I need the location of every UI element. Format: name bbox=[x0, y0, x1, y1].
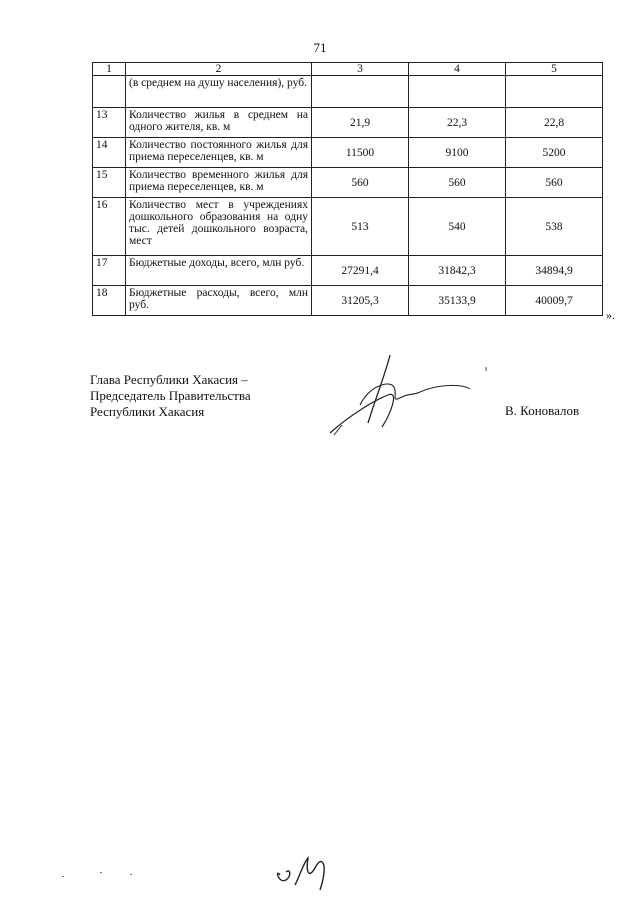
row-value bbox=[312, 76, 409, 108]
table-row bbox=[93, 286, 603, 316]
row-value: 34894,9 bbox=[506, 256, 603, 286]
row-value: 35133,9 bbox=[409, 286, 506, 316]
row-label: Количество жилья в среднем на одного жителя, кв. м bbox=[126, 108, 312, 138]
row-number: 13 bbox=[93, 108, 126, 138]
row-number: 15 bbox=[93, 168, 126, 198]
table-row bbox=[93, 256, 603, 286]
row-value: 560 bbox=[506, 168, 603, 198]
header-cell: 4 bbox=[409, 63, 506, 76]
row-value: 538 bbox=[506, 198, 603, 256]
handwritten-initials bbox=[270, 850, 340, 895]
row-value bbox=[409, 76, 506, 108]
row-value: 40009,7 bbox=[506, 286, 603, 316]
row-value: 22,8 bbox=[506, 108, 603, 138]
row-value: 9100 bbox=[409, 138, 506, 168]
header-cell: 2 bbox=[126, 63, 312, 76]
signature-title bbox=[90, 372, 251, 420]
table-row bbox=[93, 108, 603, 138]
page-number: 71 bbox=[313, 40, 327, 55]
header-cell: 3 bbox=[312, 63, 409, 76]
row-value: 22,3 bbox=[409, 108, 506, 138]
row-number: 17 bbox=[93, 256, 126, 286]
indicators-table bbox=[92, 62, 603, 316]
row-label: Бюджетные доходы, всего, млн руб. bbox=[126, 256, 312, 286]
signature-title-line: Председатель Правительства bbox=[90, 388, 251, 403]
row-value: 560 bbox=[312, 168, 409, 198]
table-row bbox=[93, 198, 603, 256]
row-label: (в среднем на душу населения), руб. bbox=[126, 76, 312, 108]
handwritten-signature bbox=[320, 345, 490, 445]
row-value bbox=[506, 76, 603, 108]
signature-title-line: Республики Хакасия bbox=[90, 404, 205, 419]
row-label: Количество временного жилья для приема переселенцев, кв. м bbox=[126, 168, 312, 198]
row-value: 513 bbox=[312, 198, 409, 256]
row-value: 540 bbox=[409, 198, 506, 256]
table-row bbox=[93, 138, 603, 168]
row-number: 18 bbox=[93, 286, 126, 316]
signer-name: В. Коновалов bbox=[505, 403, 580, 418]
table-header-row bbox=[93, 63, 603, 76]
row-number bbox=[93, 76, 126, 108]
row-label: Количество мест в учреждениях дошкольного образования на одну тыс. детей дошкольного возраста, мест bbox=[126, 198, 312, 256]
row-number: 16 bbox=[93, 198, 126, 256]
row-label: Бюджетные расходы, всего, млн руб. bbox=[126, 286, 312, 316]
header-cell: 5 bbox=[506, 63, 603, 76]
scan-speck bbox=[130, 874, 132, 875]
table-row bbox=[93, 76, 603, 108]
row-label: Количество постоянного жилья для приема переселенцев, кв. м bbox=[126, 138, 312, 168]
scan-speck bbox=[62, 876, 64, 877]
row-value: 5200 bbox=[506, 138, 603, 168]
row-value: 560 bbox=[409, 168, 506, 198]
table-row bbox=[93, 168, 603, 198]
row-value: 31842,3 bbox=[409, 256, 506, 286]
row-number: 14 bbox=[93, 138, 126, 168]
row-value: 11500 bbox=[312, 138, 409, 168]
row-value: 21,9 bbox=[312, 108, 409, 138]
header-cell: 1 bbox=[93, 63, 126, 76]
row-value: 31205,3 bbox=[312, 286, 409, 316]
signature-title-line: Глава Республики Хакасия – bbox=[90, 372, 248, 387]
closing-quote: ». bbox=[606, 308, 615, 322]
row-value: 27291,4 bbox=[312, 256, 409, 286]
scan-speck bbox=[100, 872, 102, 873]
